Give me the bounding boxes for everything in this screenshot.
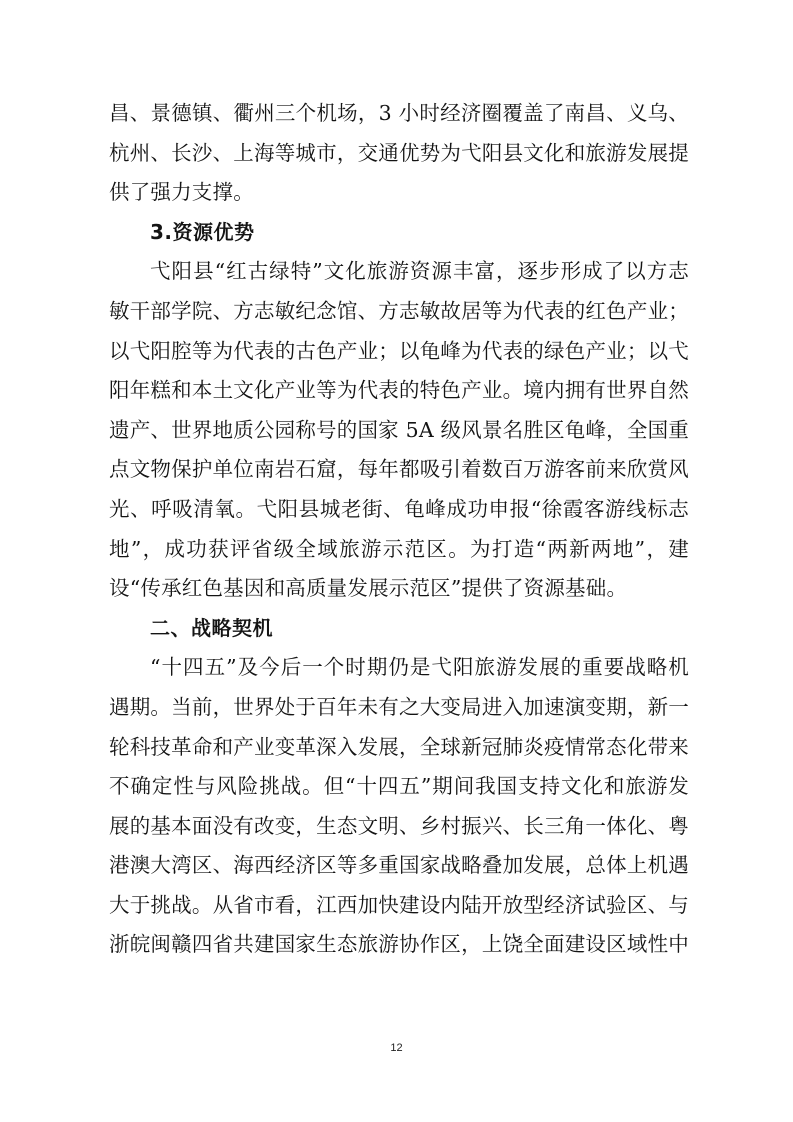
page-number: 12 xyxy=(390,1042,403,1054)
paragraph-line: 展的基本面没有改变，生态文明、乡村振兴、长三角一体化、粤 xyxy=(109,813,689,838)
paragraph-line: 大于挑战。从省市看，江西加快建设内陆开放型经济试验区、与 xyxy=(109,892,689,917)
section-heading-resource-advantage: 3.资源优势 xyxy=(150,219,255,244)
paragraph-line: 供了强力支撑。 xyxy=(109,180,254,205)
paragraph-line: 遇期。当前，世界处于百年未有之大变局进入加速演变期，新一 xyxy=(109,694,689,719)
paragraph-line: 以弋阳腔等为代表的古色产业；以龟峰为代表的绿色产业；以弋 xyxy=(109,338,689,363)
paragraph-line: 港澳大湾区、海西经济区等多重国家战略叠加发展，总体上机遇 xyxy=(109,853,689,878)
paragraph-line: 浙皖闽赣四省共建国家生态旅游协作区，上饶全面建设区域性中 xyxy=(109,932,689,957)
paragraph-line: 轮科技革命和产业变革深入发展，全球新冠肺炎疫情常态化带来 xyxy=(109,734,689,759)
paragraph-line: 遗产、世界地质公园称号的国家 5A 级风景名胜区龟峰，全国重 xyxy=(109,417,689,442)
paragraph-line: 阳年糕和本土文化产业等为代表的特色产业。境内拥有世界自然 xyxy=(109,378,689,403)
paragraph-line: 不确定性与风险挑战。但“十四五”期间我国支持文化和旅游发 xyxy=(109,774,689,799)
paragraph-line: 弋阳县“红古绿特”文化旅游资源丰富，逐步形成了以方志 xyxy=(150,259,689,284)
paragraph-line: “十四五”及今后一个时期仍是弋阳旅游发展的重要战略机 xyxy=(150,655,689,680)
paragraph-line: 点文物保护单位南岩石窟，每年都吸引着数百万游客前来欣赏风 xyxy=(109,457,689,482)
paragraph-line: 敏干部学院、方志敏纪念馆、方志敏故居等为代表的红色产业； xyxy=(109,298,689,323)
paragraph-line: 设“传承红色基因和高质量发展示范区”提供了资源基础。 xyxy=(109,576,628,601)
paragraph-line: 昌、景德镇、衢州三个机场，3 小时经济圈覆盖了南昌、义乌、 xyxy=(109,101,689,125)
paragraph-line: 地”，成功获评省级全域旅游示范区。为打造“两新两地”，建 xyxy=(109,536,689,561)
section-heading-strategic-opportunity: 二、战略契机 xyxy=(150,615,273,640)
paragraph-line: 光、呼吸清氧。弋阳县城老街、龟峰成功申报“徐霞客游线标志 xyxy=(109,496,689,521)
page-content xyxy=(109,94,689,965)
paragraph-line: 杭州、长沙、上海等城市，交通优势为弋阳县文化和旅游发展提 xyxy=(109,140,689,165)
